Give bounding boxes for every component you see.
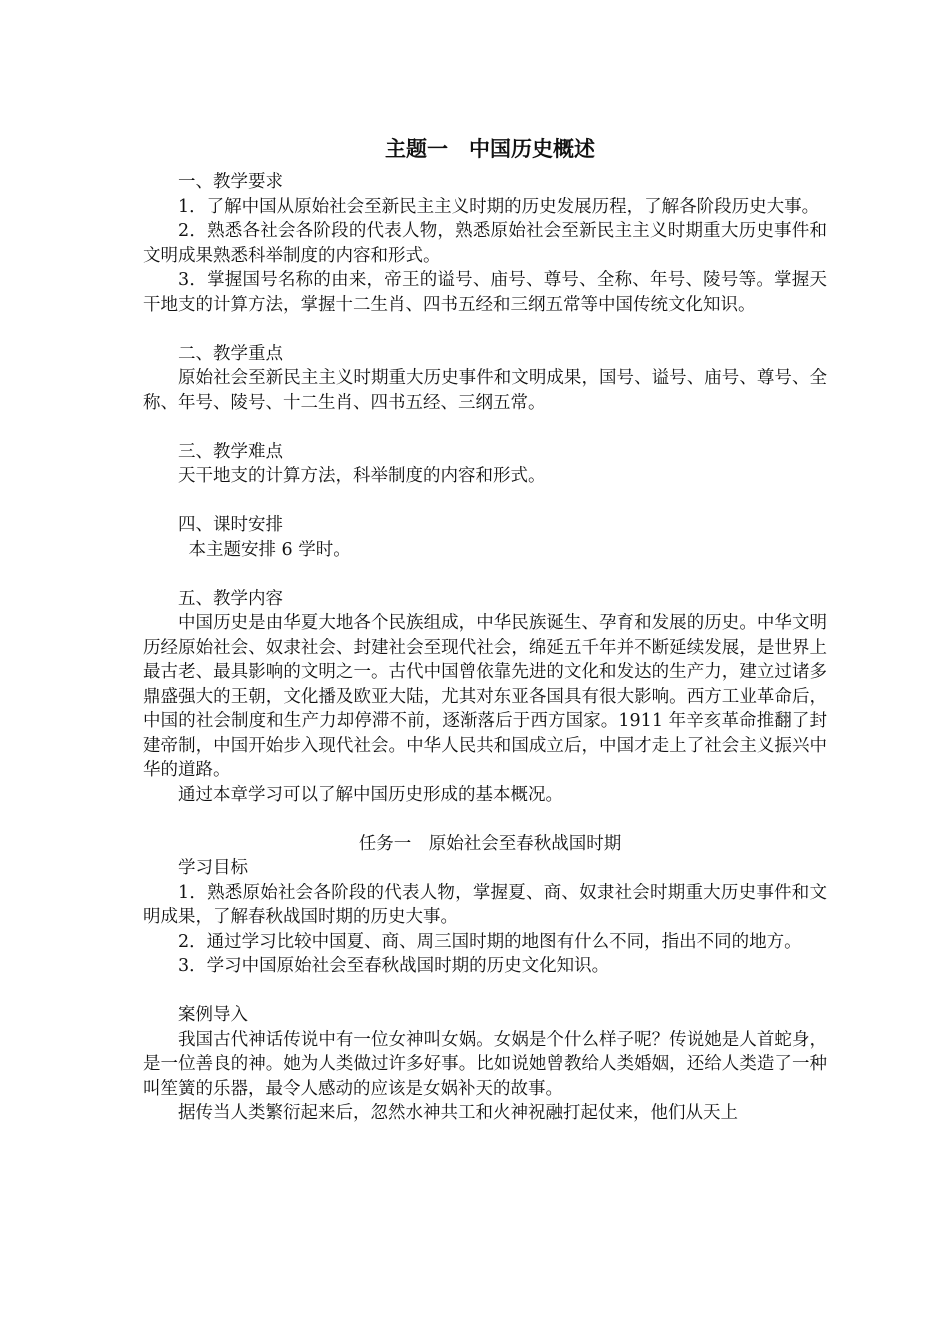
objectives-heading: 学习目标	[178, 858, 248, 878]
case-paragraph-1: 我国古代神话传说中有一位女神叫女娲。女娲是个什么样子呢？传说她是人首蛇身，是一位善良的神。她为人类做过许多好事。比如说她曾教给人类婚姻，还给人类造了一种叫笙簧的乐器，最令人感动的应该是女娲补天的故事。	[143, 1029, 827, 1099]
spacer	[143, 807, 827, 832]
requirement-item-2: 2．熟悉各社会各阶段的代表人物，熟悉原始社会至新民主主义时期重大历史事件和文明成果熟悉科举制度的内容和形式。	[143, 221, 827, 266]
objective-item-3: 3．学习中国原始社会至春秋战国时期的历史文化知识。	[178, 956, 610, 976]
case-paragraph-2: 据传当人类繁衍起来后，忽然水神共工和火神祝融打起仗来，他们从天上	[178, 1103, 738, 1123]
requirement-item-1: 1．了解中国从原始社会至新民主主义时期的历史发展历程，了解各阶段历史大事。	[178, 196, 820, 217]
key-points-text: 原始社会至新民主主义时期重大历史事件和文明成果，国号、谥号、庙号、尊号、全称、年号、陵号、十二生肖、四书五经、三纲五常。	[143, 368, 827, 413]
section-heading-key-points: 二、教学重点	[178, 343, 283, 364]
case-heading: 案例导入	[178, 1005, 248, 1025]
objective-item-1: 1．熟悉原始社会各阶段的代表人物，掌握夏、商、奴隶社会时期重大历史事件和文明成果，了解春秋战国时期的历史大事。	[143, 882, 827, 927]
section-heading-difficulties: 三、教学难点	[178, 441, 283, 462]
content-paragraph-2: 通过本章学习可以了解中国历史形成的基本概况。	[178, 784, 563, 805]
requirement-item-3: 3．掌握国号名称的由来，帝王的谥号、庙号、尊号、全称、年号、陵号等。掌握天干地支的计算方法，掌握十二生肖、四书五经和三纲五常等中国传统文化知识。	[143, 270, 827, 315]
objective-item-2: 2．通过学习比较中国夏、商、周三国时期的地图有什么不同，指出不同的地方。	[178, 931, 802, 952]
spacer	[143, 562, 827, 587]
document-page	[143, 132, 827, 1126]
difficulties-text: 天干地支的计算方法，科举制度的内容和形式。	[178, 466, 546, 486]
spacer	[143, 415, 827, 440]
page-title: 主题一 中国历史概述	[385, 137, 595, 161]
spacer	[143, 979, 827, 1004]
spacer	[143, 317, 827, 342]
schedule-text: 本主题安排 6 学时。	[188, 539, 351, 560]
section-heading-requirements: 一、教学要求	[178, 172, 283, 192]
spacer	[143, 489, 827, 514]
section-heading-schedule: 四、课时安排	[178, 515, 283, 535]
task-title: 任务一 原始社会至春秋战国时期	[358, 833, 622, 854]
content-paragraph-1: 中国历史是由华夏大地各个民族组成，中华民族诞生、孕育和发展的历史。中华文明历经原始社会、奴隶社会、封建社会至现代社会，绵延五千年并不断延续发展，是世界上最古老、最具影响的文明之一。古代中国曾依靠先进的文化和发达的生产力，建立过诸多鼎盛强大的王朝，文化播及欧亚大陆，尤其对东亚各国具有很大影响。西方工业革命后，中国的社会制度和生产力却停滞不前，逐渐落后于西方国家。1911 年辛亥革命推翻了封建帝制，中国开始步入现代社会。中华人民共和国成立后，中国才走上了社会主义振兴中华的道路。	[143, 613, 827, 780]
section-heading-content: 五、教学内容	[178, 588, 283, 609]
